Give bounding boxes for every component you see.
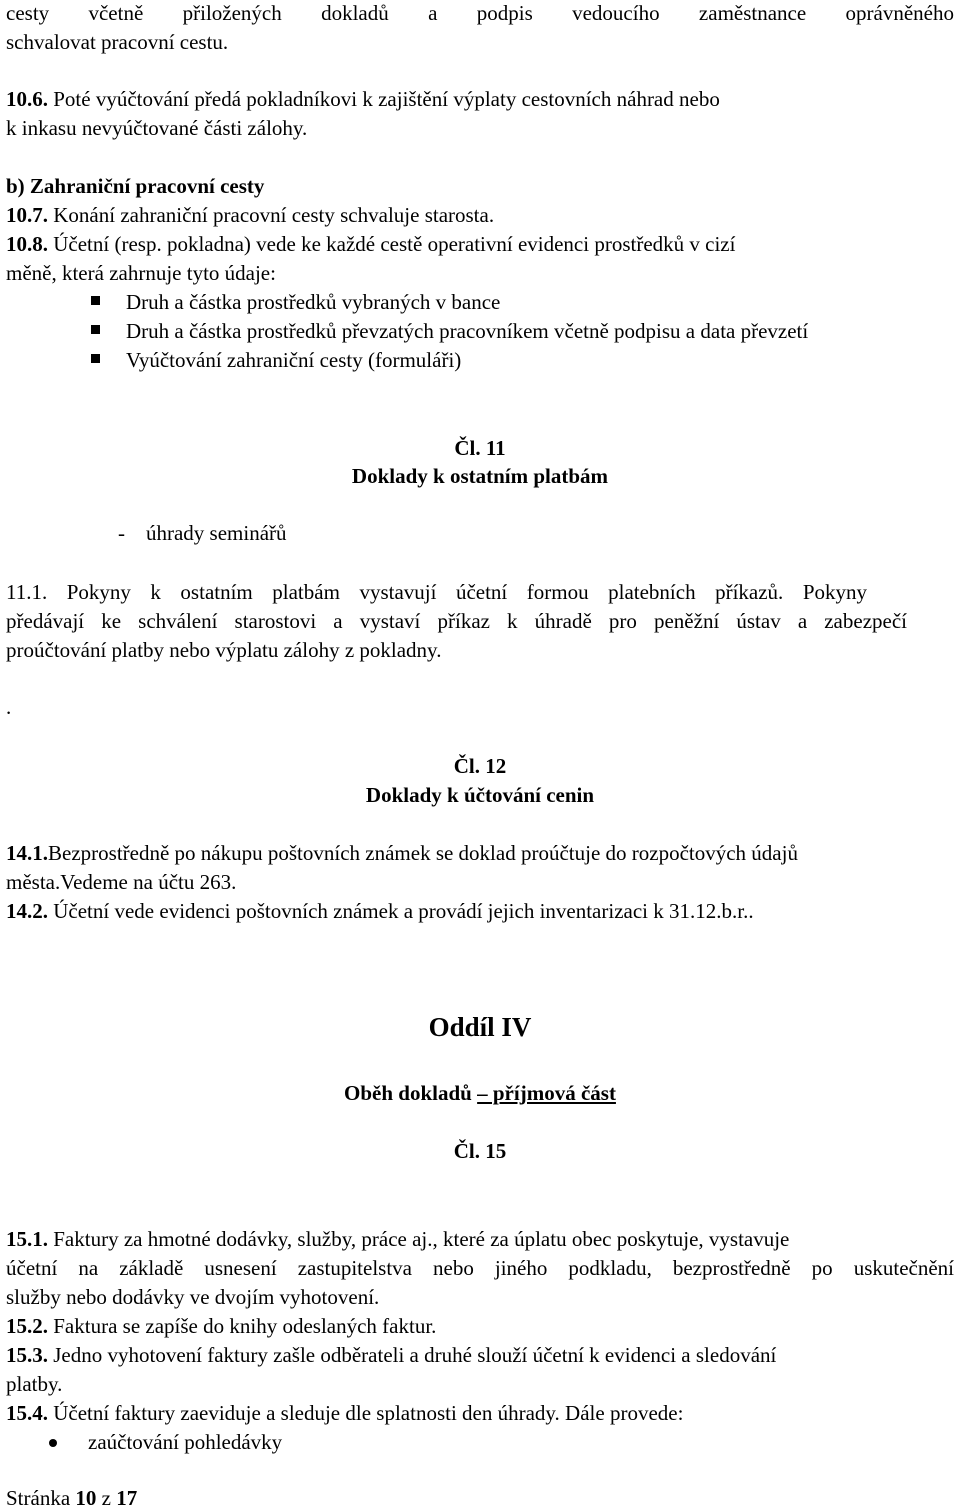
paragraph-text: Účetní faktury zaeviduje a sleduje dle splatnosti den úhrady. Dále provede: (48, 1401, 684, 1425)
paragraph-text: Účetní vede evidenci poštovních známek a provádí jejich inventarizaci k 31.12.b.r.. (48, 899, 754, 923)
paragraph-10-7 (6, 205, 494, 226)
paragraph-number: 14.2. (6, 899, 48, 923)
paragraph-text: Faktury za hmotné dodávky, služby, práce aj., které za úplatu obec poskytuje, vystavuje (48, 1227, 790, 1251)
subtitle-text: Oběh dokladů – příjmová část (344, 1081, 616, 1105)
paragraph-line: proúčtování platby nebo výplatu zálohy z pokladny. (6, 638, 442, 662)
section-heading: b) Zahraniční pracovní cesty (6, 174, 265, 198)
paragraph-number: 15.2. (6, 1314, 48, 1338)
square-bullet-icon (91, 354, 100, 363)
article-title: Doklady k účtování cenin (365, 783, 595, 807)
stray-dot: . (6, 695, 12, 719)
dash-list-item: - úhrady seminářů (118, 521, 287, 545)
paragraph-line: 11.1. Pokyny k ostatním platbám vystavují účetní formou platebních příkazů. Pokyny (6, 580, 867, 604)
paragraph-line: k inkasu nevyúčtované části zálohy. (6, 116, 308, 140)
section-title: Oddíl IV (428, 1012, 532, 1042)
paragraph-number: 15.3. (6, 1343, 48, 1367)
footer-mid: z (96, 1486, 117, 1510)
paragraph-number: 15.4. (6, 1401, 48, 1425)
paragraph-15-3 (6, 1345, 776, 1366)
paragraph-line: měně, která zahrnuje tyto údaje: (6, 261, 276, 285)
paragraph-line: cesty včetně přiložených dokladů a podpis vedoucího zaměstnance oprávněného (6, 1, 954, 25)
paragraph-15-4 (6, 1403, 683, 1424)
paragraph-text: Faktura se zapíše do knihy odeslaných faktur. (48, 1314, 437, 1338)
paragraph-line: účetní na základě usnesení zastupitelstva nebo jiného podkladu, bezprostředně po uskutečnění (6, 1256, 954, 1280)
paragraph-number: 15.1. (6, 1227, 48, 1251)
article-title: Doklady k ostatním platbám (351, 464, 609, 488)
current-page-number: 10 (75, 1486, 97, 1510)
paragraph-15-1 (6, 1229, 789, 1250)
list-item: Druh a částka prostředků převzatých pracovníkem včetně podpisu a data převzetí (126, 319, 809, 343)
paragraph-number: 14.1. (6, 841, 48, 865)
paragraph-text: Bezprostředně po nákupu poštovních známek se doklad proúčtuje do rozpočtových údajů (48, 841, 798, 865)
round-bullet-icon (49, 1439, 57, 1447)
article-number: Čl. 11 (454, 436, 506, 460)
paragraph-10-6 (6, 89, 720, 110)
paragraph-number: 10.7. (6, 203, 48, 227)
paragraph-line: služby nebo dodávky ve dvojím vyhotovení. (6, 1285, 380, 1309)
footer-prefix: Stránka (6, 1486, 76, 1510)
paragraph-number: 10.6. (6, 87, 48, 111)
paragraph-number: 10.8. (6, 232, 48, 256)
paragraph-line: platby. (6, 1372, 63, 1396)
list-item: Druh a částka prostředků vybraných v bance (126, 290, 501, 314)
list-item: Vyúčtování zahraniční cesty (formuláři) (126, 348, 462, 372)
paragraph-text: Konání zahraniční pracovní cesty schvaluje starosta. (48, 203, 495, 227)
paragraph-14-2 (6, 901, 754, 922)
section-subtitle (0, 1083, 960, 1104)
article-number: Čl. 15 (453, 1139, 507, 1163)
article-number: Čl. 12 (453, 754, 507, 778)
paragraph-line: města.Vedeme na účtu 263. (6, 870, 237, 894)
paragraph-text: Jedno vyhotovení faktury zašle odběrateli a druhé slouží účetní k evidenci a sledování (48, 1343, 777, 1367)
paragraph-text: Poté vyúčtování předá pokladníkovi k zajištění výplaty cestovních náhrad nebo (48, 87, 720, 111)
paragraph-15-2 (6, 1316, 436, 1337)
page-footer (6, 1488, 137, 1509)
paragraph-10-8 (6, 234, 735, 255)
list-item: zaúčtování pohledávky (88, 1430, 283, 1454)
square-bullet-icon (91, 325, 100, 334)
square-bullet-icon (91, 296, 100, 305)
paragraph-line: schvalovat pracovní cestu. (6, 30, 229, 54)
paragraph-line: předávají ke schválení starostovi a vystaví příkaz k úhradě pro peněžní ústav a zabezpečí (6, 609, 907, 633)
total-page-count: 17 (116, 1486, 138, 1510)
paragraph-14-1 (6, 843, 798, 864)
paragraph-text: Účetní (resp. pokladna) vede ke každé cestě operativní evidenci prostředků v cizí (48, 232, 736, 256)
